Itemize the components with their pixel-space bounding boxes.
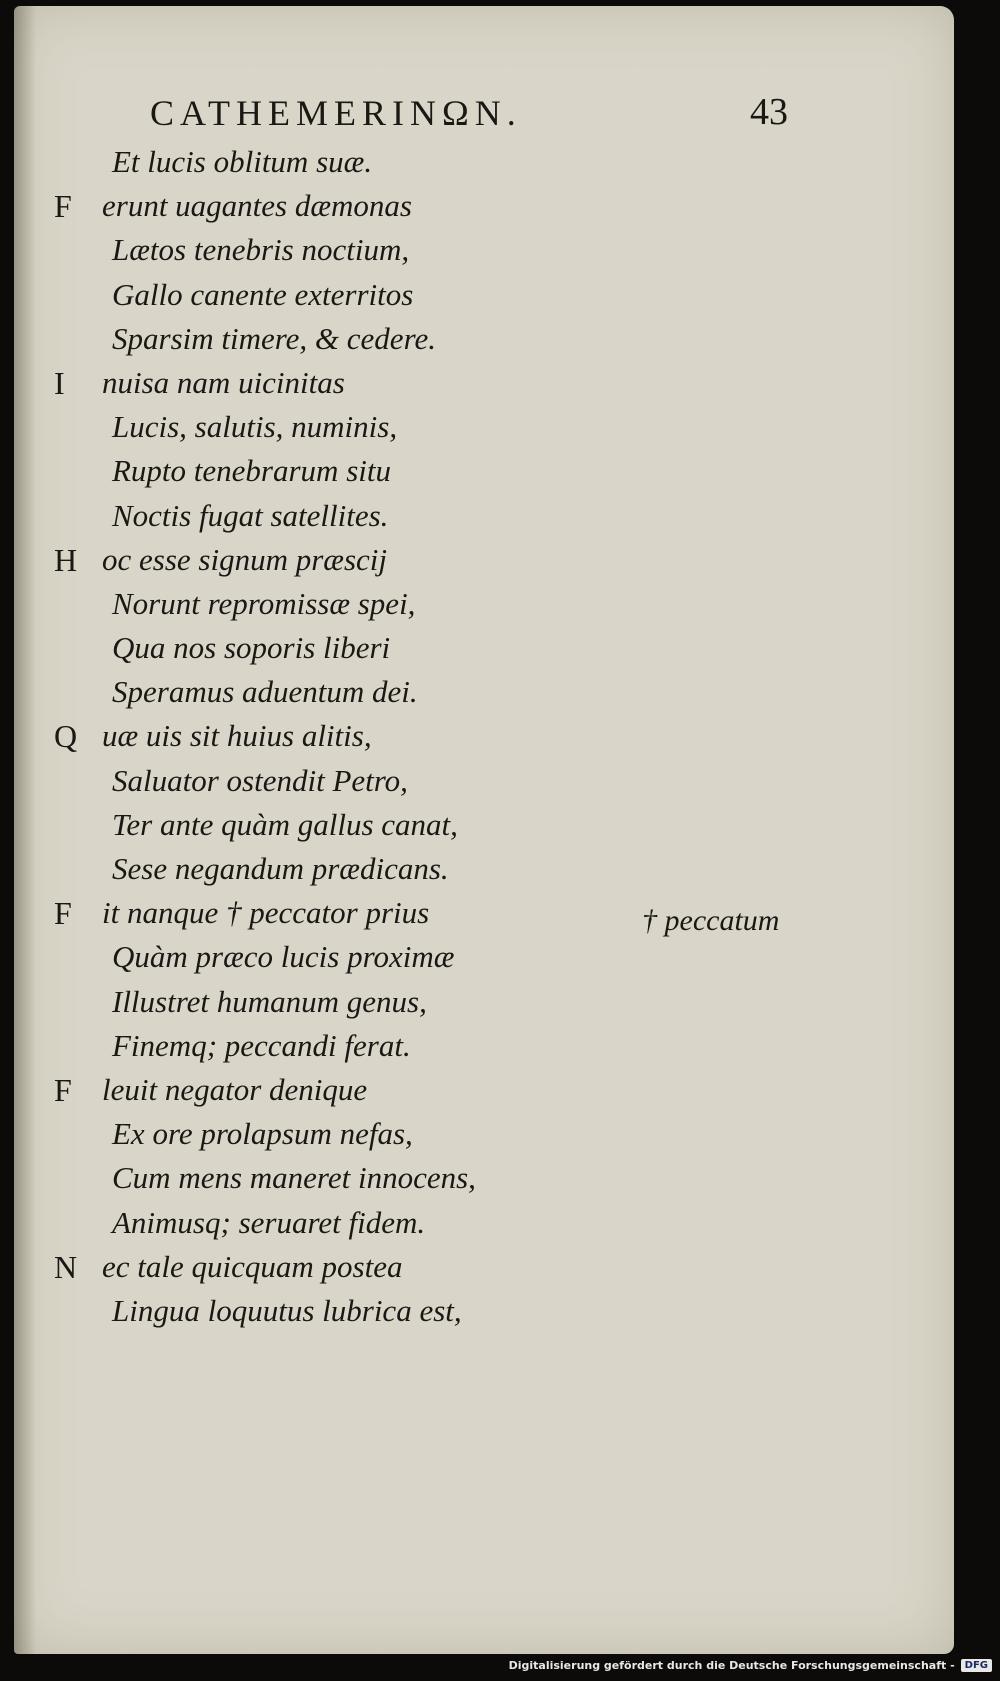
margin-note: † peccatum bbox=[642, 904, 780, 937]
verse-line bbox=[54, 317, 574, 361]
verse-line bbox=[54, 538, 574, 582]
verse-text: ec tale quicquam postea bbox=[102, 1248, 403, 1284]
verse-text: Norunt repromissæ spei, bbox=[112, 585, 416, 621]
verse-line bbox=[54, 980, 574, 1024]
verse-text: nuisa nam uicinitas bbox=[102, 364, 345, 400]
verse-text: uæ uis sit huius alitis, bbox=[102, 718, 372, 754]
verse-text: Et lucis oblitum suæ. bbox=[112, 144, 373, 179]
verse-text: oc esse signum præscij bbox=[102, 541, 388, 577]
verse-line bbox=[54, 361, 574, 405]
verse-line bbox=[54, 1156, 574, 1200]
verse-text: Ter ante quàm gallus canat, bbox=[112, 806, 458, 842]
verse-initial: F bbox=[54, 188, 72, 225]
verse-line bbox=[54, 273, 574, 317]
verse-line bbox=[54, 1245, 574, 1289]
verse-text: Rupto tenebrarum situ bbox=[112, 453, 391, 489]
verse-line bbox=[54, 228, 574, 272]
book-page bbox=[14, 6, 954, 1654]
verse-line bbox=[54, 582, 574, 626]
verse-line bbox=[54, 1201, 574, 1245]
verse-text: Speramus aduentum dei. bbox=[112, 674, 418, 710]
verse-line bbox=[54, 803, 574, 847]
page-header bbox=[150, 86, 800, 136]
verse-line bbox=[54, 1112, 574, 1156]
verse-text: Lætos tenebris noctium, bbox=[112, 232, 410, 268]
verse-initial: F bbox=[54, 1071, 72, 1108]
verse-text: Lucis, salutis, numinis, bbox=[112, 409, 398, 445]
verse-line bbox=[54, 891, 574, 935]
verse-line bbox=[54, 626, 574, 670]
verse-text: Sese negandum prædicans. bbox=[112, 851, 449, 886]
verse-text: Finemq; peccandi ferat. bbox=[112, 1027, 411, 1063]
verse-text: it nanque † peccator prius bbox=[102, 895, 430, 931]
verse-text: Qua nos soporis liberi bbox=[112, 630, 391, 666]
verse-line bbox=[54, 1024, 574, 1068]
verse-line bbox=[54, 714, 574, 758]
verse-initial: F bbox=[54, 895, 72, 932]
verse-initial: Q bbox=[54, 718, 78, 755]
page-spine-shadow bbox=[14, 6, 36, 1654]
verse-line bbox=[54, 449, 574, 493]
page-number: 43 bbox=[750, 91, 788, 133]
verse-text: Sparsim timere, & cedere. bbox=[112, 320, 436, 356]
verse-line bbox=[54, 935, 574, 979]
footer-credit: Digitalisierung gefördert durch die Deutsche Forschungsgemeinschaft - bbox=[508, 1658, 955, 1672]
verse-initial: I bbox=[54, 364, 65, 401]
verse-text: Cum mens maneret innocens, bbox=[112, 1160, 476, 1196]
dfg-logo: DFG bbox=[961, 1659, 992, 1672]
verse-text: leuit negator denique bbox=[102, 1071, 368, 1107]
verse-line bbox=[54, 1068, 574, 1112]
verse-line bbox=[54, 140, 574, 184]
verse-line bbox=[54, 405, 574, 449]
verse-line bbox=[54, 847, 574, 891]
verse-text: Illustret humanum genus, bbox=[112, 983, 427, 1019]
verse-line bbox=[54, 1289, 574, 1333]
verse-text: Quàm præco lucis proximæ bbox=[112, 939, 455, 975]
verse-text: Lingua loquutus lubrica est, bbox=[112, 1292, 462, 1328]
verse-line bbox=[54, 184, 574, 228]
verse-text: Noctis fugat satellites. bbox=[112, 497, 389, 533]
verse-text: Ex ore prolapsum nefas, bbox=[112, 1116, 413, 1152]
verse-text: erunt uagantes dæmonas bbox=[102, 188, 412, 224]
verse-block bbox=[54, 140, 574, 1333]
verse-line bbox=[54, 670, 574, 714]
running-title: CATHEMERINΩN. bbox=[150, 93, 522, 133]
digitization-footer bbox=[509, 1655, 992, 1675]
verse-initial: H bbox=[54, 541, 78, 578]
verse-text: Saluator ostendit Petro, bbox=[112, 762, 408, 798]
verse-text: Animusq; seruaret fidem. bbox=[112, 1204, 426, 1240]
verse-text: Gallo canente exterritos bbox=[112, 276, 414, 312]
verse-line bbox=[54, 494, 574, 538]
verse-line bbox=[54, 759, 574, 803]
verse-initial: N bbox=[54, 1248, 78, 1285]
